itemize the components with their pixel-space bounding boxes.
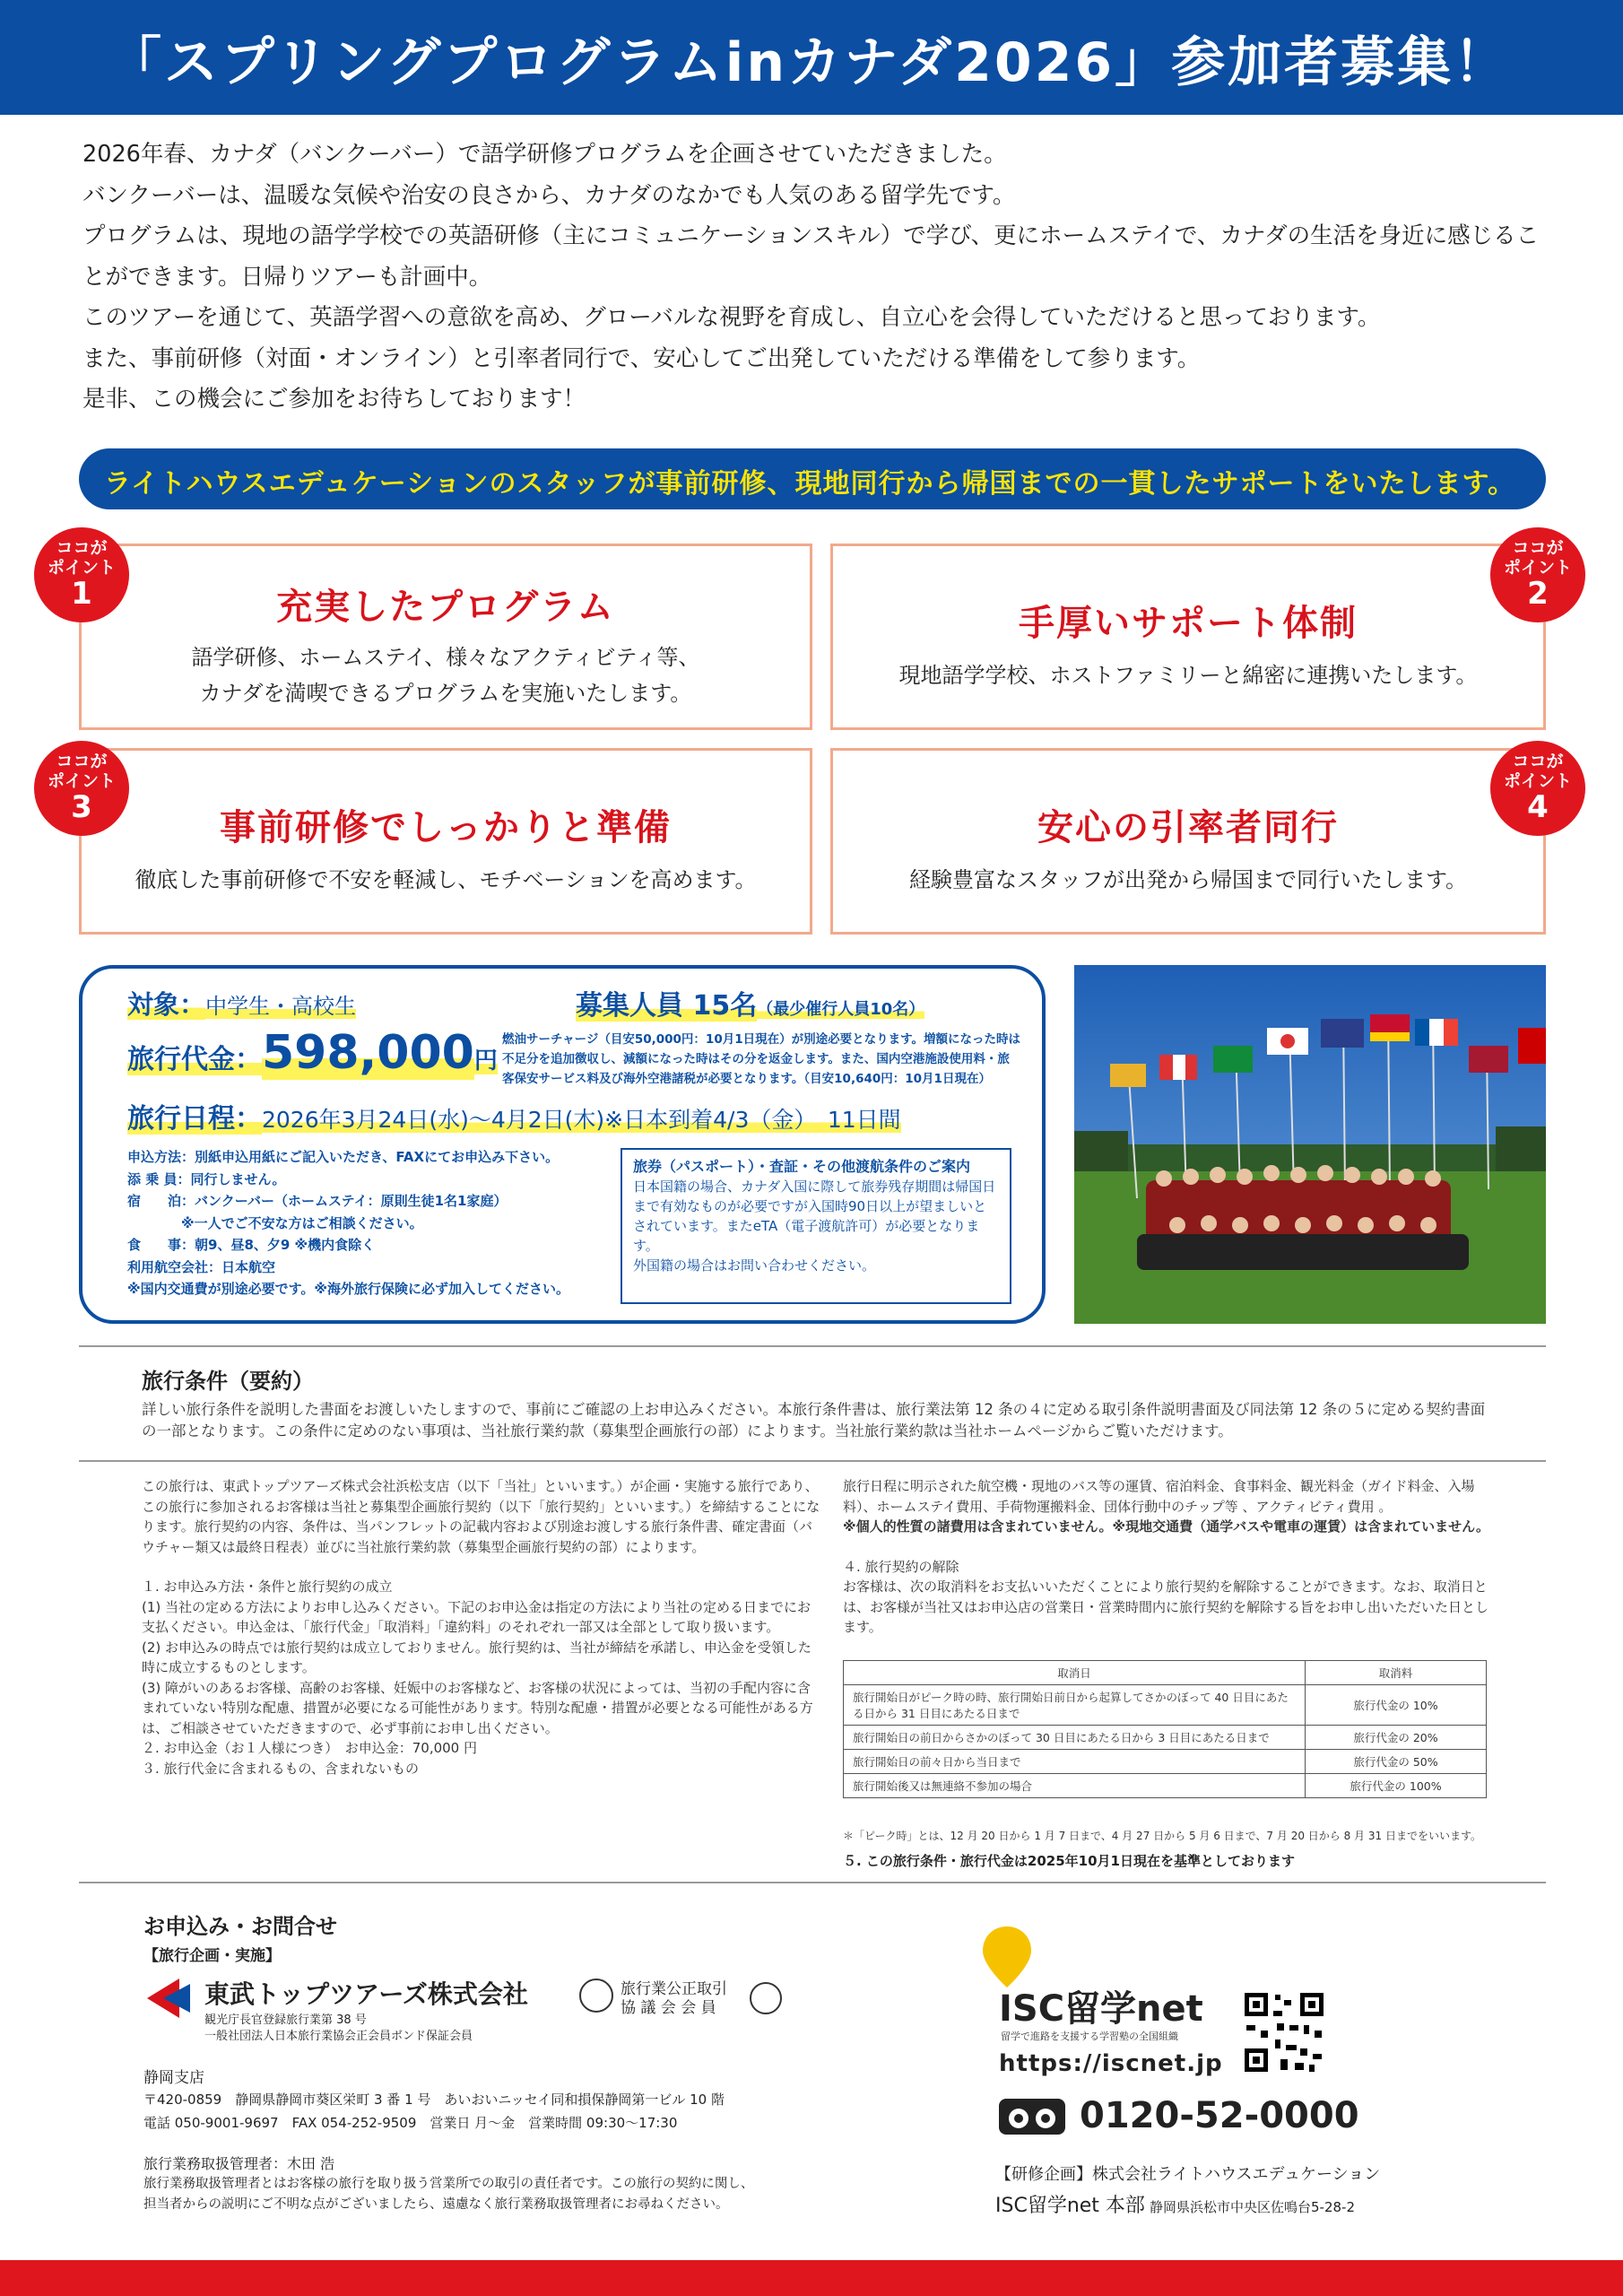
target-value: 中学生・高校生 [205,994,357,1019]
schedule-value: 2026年3月24日(水)〜4月2日(木)※日本到着4/3（金） 11日間 [262,1107,901,1133]
point-title: 充実したプログラム [276,587,615,628]
target-row [127,985,356,1022]
point-card-2 [830,544,1546,730]
table-cell: 旅行代金の 100% [1306,1774,1487,1798]
point-card-3 [79,748,812,935]
point-card-4 [830,748,1546,935]
condition-paragraph: (1) 当社の定める方法によりお申し込みください。下記のお申込金は指定の方法により当社の定める日までにお支払ください。申込金は、「旅行代金」「取消料」「違約料」のそれぞれ一部又は全部として取り扱います。 [142,1598,812,1635]
badge-number: 1 [71,576,92,612]
table-cell: 旅行開始後又は無連絡不参加の場合 [844,1774,1306,1798]
schedule-row [127,1096,901,1135]
price-value: 598,000 [262,1026,474,1080]
table-cell: 旅行代金の 20% [1306,1726,1487,1750]
isc-tagline: 留学で進路を支援する学習塾の全国組織 [1001,2031,1178,2042]
point-title: 事前研修でしっかりと準備 [220,807,672,848]
condition-paragraph: お客様は、次の取消料をお支払いいただくことにより旅行契約を解除することができます。なお、取消日とは、お客様が当社又はお申込店の営業日・営業時間内に旅行契約を解除する旨をお申し出いただいた日とします。 [843,1578,1489,1635]
badge-number: 4 [1527,789,1549,825]
badge-label: ポイント [1503,558,1572,578]
schedule-label: 旅行日程： [127,1103,262,1135]
badge-number: 2 [1527,576,1549,612]
isc-hq [995,2190,1355,2218]
passport-body: 日本国籍の場合、カナダ入国に際して旅券残存期間は帰国日まで有効なものが必要ですが入国時90日以上が望ましいとされています。またeTA（電子渡航許可）が必要となります。 [633,1178,996,1254]
table-cell: 旅行代金の 10% [1306,1685,1487,1726]
branch-address: 〒420-0859 静岡県静岡市葵区栄町 3 番 1 号 あいおいニッセイ同和損保静岡第一ビル 10 階 [143,2092,725,2108]
table-header: 取消料 [1306,1661,1487,1685]
condition-paragraph: この旅行は、東武トップツアーズ株式会社浜松支店（以下「当社」といいます。）が企画・実施する旅行であり、この旅行に参加されるお客様は当社と募集型企画旅行契約（以下「旅行契約」といいます。）を締結することになります。旅行契約の内容、条件は、当パンフレットの記載内容および別途お渡しする旅行条件書、確定書面（バウチャー類又は最終日程表）並びに当社旅行業約款（募集型企画旅行契約の部）によります。 [142,1478,820,1555]
surcharge-line: 不足分を追加徴収し、減額になった時はその分を返金します。また、国内空港施設使用料・旅 [502,1052,1010,1066]
divider [79,1345,1546,1347]
point-title: 手厚いサポート体制 [1019,603,1358,644]
condition-paragraph: (3) 障がいのあるお客様、高齢のお客様、妊娠中のお客様など、お客様の状況によっては、当初の手配内容に含まれていない特別な配慮、措置が必要になる可能性があります。特別な配慮・措置が必要となる可能性がある方は、ご相談させていただきますので、必ず事前にお申し出ください。 [142,1679,813,1736]
badge-label: ココが [56,538,108,558]
company-logo-icon [143,1973,194,2023]
intro-line: このツアーを通じて、英語学習への意欲を高め、グローバルな視野を育成し、自立心を会得していただけると思っております。 [82,304,1381,331]
table-cell: 旅行開始日の前日からさかのぼって 30 日目にあたる日から 3 日目にあたる日まで [844,1726,1306,1750]
condition-paragraph: ２. お申込金（お１人様につき） お申込金：70,000 円 [142,1740,477,1756]
condition-paragraph: １. お申込み方法・条件と旅行契約の成立 [142,1578,393,1595]
table-header: 取消日 [844,1661,1306,1685]
point-badge-4 [1490,741,1585,836]
condition-paragraph [142,1557,823,1577]
basis-note: ５. この旅行条件・旅行代金は2025年10月1日現在を基準としております [843,1853,1295,1869]
isc-hq-name: ISC留学net 本部 [995,2195,1145,2217]
manager-name: 旅行業務取扱管理者：木田 浩 [143,2155,335,2172]
detail-line: 食 事：朝9、昼8、夕9 ※機内食除く [127,1237,376,1253]
badge-label: ポイント [1503,771,1572,791]
isc-hq-address: 静岡県浜松市中央区佐鳴台5-28-2 [1150,2199,1356,2215]
support-banner-text: ライトハウスエデュケーションのスタッフが事前研修、現地同行から帰国までの一貫したサポートをいたします。 [104,468,1516,500]
surcharge-note [502,1030,1020,1089]
table-cell: 旅行開始日の前々日から当日まで [844,1750,1306,1774]
table-row [844,1750,1487,1774]
peak-note: ＊「ピーク時」とは、12 月 20 日から 1 月 7 日まで、4 月 27 日から 5 月 6 日まで、7 月 20 日から 8 月 31 日までをいいます。 [843,1830,1481,1842]
detail-line: 申込方法：別紙申込用紙にご記入いただき、FAXにてお申込み下さい。 [127,1149,560,1165]
conditions-summary: 詳しい旅行条件を説明した書面をお渡しいたしますので、事前にご確認の上お申込みください。本旅行条件書は、旅行業法第 12 条の４に定める取引条件説明書面及び同法第 12 条の５に定める契約書面の一部となります。この条件に定めのない事項は、当社旅行業約款（募集型企画旅行の部）によります。当社旅行業約款は当社ホームページからご覧いただけます。 [142,1401,1486,1439]
tour-details [127,1146,569,1300]
contact-title: お申込み・お問合せ [143,1914,337,1939]
target-label: 対象： [127,989,206,1020]
qr-code-icon [1241,1989,1327,2075]
passport-notice [621,1148,1011,1304]
conditions-left-column [142,1476,823,1779]
divider [79,1882,1546,1883]
intro-line: 是非、この機会にご参加をお待ちしております！ [82,386,586,413]
fair-trade-seal-icon [579,1979,613,2013]
point-desc: 徹底した事前研修で不安を軽減し、モチベーションを高めます。 [135,867,757,892]
conditions-title: 旅行条件（要約） [142,1369,314,1394]
condition-paragraph: ４. 旅行契約の解除 [843,1558,959,1575]
point-desc: 経験豊富なスタッフが出発から帰国まで同行いたします。 [908,867,1468,892]
manager-note-line: 担当者からの説明にご不明な点がございましたら、遠慮なく旅行業務取扱管理者にお尋ねください。 [143,2197,729,2212]
detail-line: ※一人でご不安な方はご相談ください。 [127,1214,423,1231]
point-card-1 [79,544,812,730]
table-row [844,1774,1487,1798]
badge-number: 3 [71,789,92,825]
manager-note-line: 旅行業務取扱管理者とはお客様の旅行を取り扱う営業所での取引の責任者です。この旅行の契約に関し、 [143,2177,754,2191]
point-badge-3 [34,741,129,836]
detail-line: 宿 泊：バンクーバー（ホームステイ：原則生徒1名1家庭） [127,1193,508,1209]
branch-name: 静岡支店 [143,2069,204,2087]
conditions-right-column [843,1476,1494,1638]
fair-trade-line: 協 議 会 会 員 [621,1999,716,2017]
badge-label: ココが [1512,752,1564,771]
table-cell: 旅行代金の 50% [1306,1750,1487,1774]
table-header-row [844,1661,1487,1685]
condition-paragraph: ※個人的性質の諸費用は含まれていません。※現地交通費（通学バスや電車の運賃）は含まれていません。 [843,1518,1489,1535]
point-desc: 語学研修、ホームステイ、様々なアクティビティ等、 [191,645,700,670]
isc-logo: ISC留学net [999,1988,1203,2030]
divider [79,1460,1546,1462]
detail-line: 添 乗 員：同行しません。 [127,1170,286,1187]
table-cell: 旅行開始日がピーク時の時、旅行開始日前日から起算してさかのぼって 40 日目にあたる日から 31 日目にあたる日まで [844,1685,1306,1726]
intro-text [82,135,1544,421]
recruit-row [576,983,924,1022]
condition-paragraph: 旅行日程に明示された航空機・現地のバス等の運賃、宿泊料金、食事料金、観光料金（ガイド料金、入場料）、ホームステイ費用、手荷物運搬料金、団体行動中のチップ等 、アクティビティ費用 。 [843,1478,1475,1515]
condition-paragraph: ３. 旅行代金に含まれるもの、含まれないもの [142,1760,419,1777]
support-banner [79,448,1546,509]
company-name: 東武トップツアーズ株式会社 [204,1979,528,2009]
cancellation-table [843,1660,1487,1798]
header-banner [0,0,1623,115]
point-badge-1 [34,527,129,622]
point-desc: 現地語学学校、ホストファミリーと綿密に連携いたします。 [898,663,1478,688]
recruit-label: 募集人員 15名 [576,990,758,1022]
certification-mark-icon [750,1982,782,2014]
recruit-min: （最少催行人員10名） [757,1000,925,1019]
group-photo [1074,965,1546,1324]
fair-trade-line: 旅行業公正取引 [621,1980,727,1998]
price-label: 旅行代金： [127,1044,262,1075]
point-desc: カナダを満喫できるプログラムを実施いたします。 [199,681,692,706]
price-row [127,1026,498,1080]
passport-foreign: 外国籍の場合はお問い合わせください。 [633,1257,876,1274]
table-row [844,1726,1487,1750]
fair-trade-label [621,1980,727,2018]
intro-line: また、事前研修（対面・オンライン）と引率者同行で、安心してご出発していただける準備をして参ります。 [82,344,1201,372]
page-title: 「スプリングプログラムinカナダ2026」参加者募集！ [108,31,1511,94]
isc-freedial: 0120-52-0000 [1080,2095,1359,2136]
isc-planner: 【研修企画】株式会社ライトハウスエデュケーション [995,2165,1381,2184]
condition-paragraph: (2) お申込みの時点では旅行契約は成立しておりません。旅行契約は、当社が締結を承諾し、申込金を受領した時に成立するものとします。 [142,1639,812,1675]
contact-sub: 【旅行企画・実施】 [143,1947,281,1965]
surcharge-line: 燃油サーチャージ（目安50,000円：10月1日現在）が別途必要となります。増額になった時は [502,1032,1021,1047]
intro-line: 2026年春、カナダ（バンクーバー）で語学研修プログラムを企画させていただきました。 [82,141,1007,168]
intro-line: プログラムは、現地の語学学校での英語研修（主にコミュニケーションスキル）で学び、更にホームステイで、カナダの生活を身近に感じることができます。日帰りツアーも計画中。 [82,222,1540,291]
badge-label: ポイント [47,558,116,578]
price-unit: 円 [473,1048,498,1074]
tour-info-box [79,965,1046,1324]
detail-line: 利用航空会社：日本航空 [127,1258,276,1275]
point-title: 安心の引率者同行 [1037,807,1339,848]
passport-title: 旅券（パスポート）・査証・その他渡航条件のご案内 [633,1158,971,1175]
branch-phone: 電話 050-9001-9697 FAX 054-252-9509 営業日 月〜金 営業時間 09:30〜17:30 [143,2115,678,2131]
badge-label: ポイント [47,771,116,791]
isc-url: https://iscnet.jp [999,2050,1223,2077]
surcharge-line: 客保安サービス料及び海外空港諸税が必要となります。（目安10,640円：10月1日現在） [502,1072,991,1086]
manager-note [143,2174,753,2215]
intro-line: バンクーバーは、温暖な気候や治安の良さから、カナダのなかでも人気のある留学先です。 [82,181,1016,209]
registration-line: 観光庁長官登録旅行業第 38 号 [204,2013,367,2027]
point-badge-2 [1490,527,1585,622]
company-registration [204,2013,473,2045]
table-row [844,1685,1487,1726]
freedial-icon [999,2099,1078,2140]
registration-line: 一般社団法人日本旅行業協会正会員ボンド保証会員 [204,2030,473,2043]
footer-bar [0,2260,1623,2296]
badge-label: ココが [1512,538,1564,558]
detail-line: ※国内交通費が別途必要です。※海外旅行保険に必ず加入してください。 [127,1281,569,1297]
badge-label: ココが [56,752,108,771]
